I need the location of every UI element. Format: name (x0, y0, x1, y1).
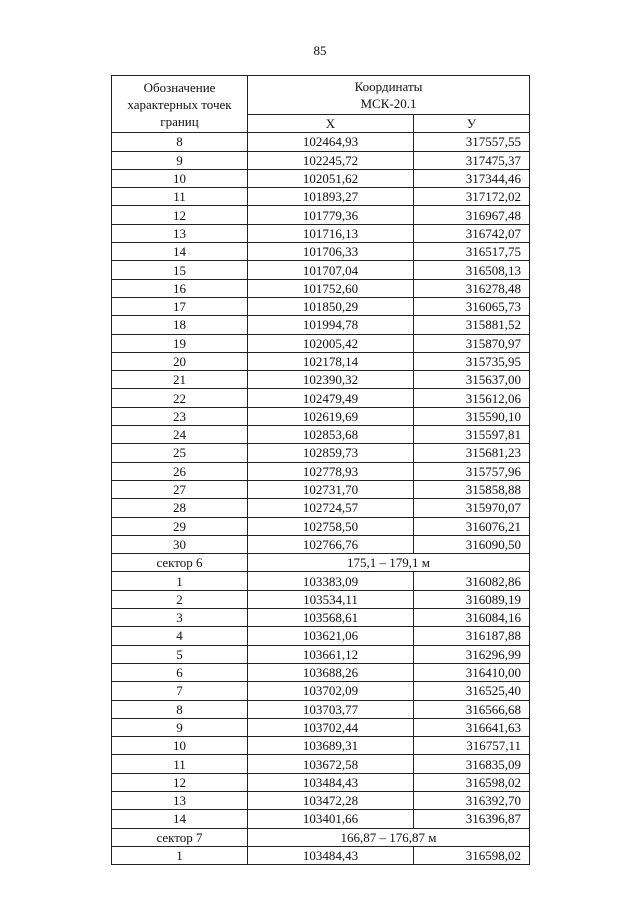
table-row (112, 737, 530, 755)
x-coordinate: 103383,09 (248, 572, 414, 590)
page-number: 85 (313, 43, 327, 58)
point-number: 10 (112, 737, 248, 755)
x-coordinate: 102778,93 (248, 462, 414, 480)
y-coordinate: 315881,52 (414, 316, 530, 334)
point-number: 8 (112, 133, 248, 151)
table-row (112, 846, 530, 864)
point-number: 27 (112, 480, 248, 498)
table-row (112, 682, 530, 700)
table-row (112, 572, 530, 590)
x-coordinate: 103688,26 (248, 663, 414, 681)
point-number: 23 (112, 407, 248, 425)
y-coordinate: 316967,48 (414, 206, 530, 224)
y-coordinate: 317172,02 (414, 188, 530, 206)
table-row (112, 224, 530, 242)
point-number: 28 (112, 499, 248, 517)
x-coordinate: 102859,73 (248, 444, 414, 462)
table-row (112, 590, 530, 608)
point-number: 26 (112, 462, 248, 480)
table-row (112, 279, 530, 297)
table-row (112, 791, 530, 809)
x-coordinate: 102390,32 (248, 371, 414, 389)
sector-height-range: 175,1 – 179,1 м (248, 554, 530, 572)
x-coordinate: 102619,69 (248, 407, 414, 425)
point-number: 2 (112, 590, 248, 608)
table-row (112, 609, 530, 627)
point-number: 25 (112, 444, 248, 462)
y-coordinate: 316392,70 (414, 791, 530, 809)
table-row (112, 462, 530, 480)
y-coordinate: 316076,21 (414, 517, 530, 535)
table-row (112, 243, 530, 261)
point-number: 9 (112, 151, 248, 169)
y-coordinate: 316065,73 (414, 297, 530, 315)
y-coordinate: 317475,37 (414, 151, 530, 169)
point-number: 5 (112, 645, 248, 663)
y-coordinate: 316641,63 (414, 718, 530, 736)
y-coordinate: 315612,06 (414, 389, 530, 407)
y-coordinate: 316566,68 (414, 700, 530, 718)
point-number: 14 (112, 810, 248, 828)
x-coordinate: 101706,33 (248, 243, 414, 261)
table-row (112, 480, 530, 498)
y-coordinate: 315858,88 (414, 480, 530, 498)
table-row (112, 444, 530, 462)
x-coordinate: 102758,50 (248, 517, 414, 535)
y-coordinate: 315681,23 (414, 444, 530, 462)
y-coordinate: 316089,19 (414, 590, 530, 608)
y-coordinate: 316090,50 (414, 535, 530, 553)
y-coordinate: 316396,87 (414, 810, 530, 828)
sector-label: сектор 7 (112, 828, 248, 846)
y-coordinate: 317344,46 (414, 169, 530, 187)
x-coordinate: 102245,72 (248, 151, 414, 169)
point-number: 7 (112, 682, 248, 700)
y-coordinate: 315970,07 (414, 499, 530, 517)
y-coordinate: 315590,10 (414, 407, 530, 425)
y-coordinate: 316598,02 (414, 846, 530, 864)
x-coordinate: 103621,06 (248, 627, 414, 645)
point-number: 14 (112, 243, 248, 261)
x-axis-header: Х (248, 115, 414, 133)
x-coordinate: 101716,13 (248, 224, 414, 242)
x-coordinate: 103703,77 (248, 700, 414, 718)
point-number: 3 (112, 609, 248, 627)
x-coordinate: 103689,31 (248, 737, 414, 755)
table-row (112, 206, 530, 224)
table-row (112, 517, 530, 535)
table-row (112, 371, 530, 389)
y-coordinate: 316835,09 (414, 755, 530, 773)
table-row (112, 261, 530, 279)
y-coordinate: 315597,81 (414, 426, 530, 444)
y-coordinate: 316742,07 (414, 224, 530, 242)
y-coordinate: 316084,16 (414, 609, 530, 627)
point-number: 21 (112, 371, 248, 389)
x-coordinate: 103702,44 (248, 718, 414, 736)
point-number: 22 (112, 389, 248, 407)
point-number: 6 (112, 663, 248, 681)
y-coordinate: 316082,86 (414, 572, 530, 590)
table-row (112, 645, 530, 663)
point-number: 9 (112, 718, 248, 736)
designation-header: Обозначение характерных точек границ (112, 76, 248, 133)
point-number: 11 (112, 755, 248, 773)
point-number: 1 (112, 846, 248, 864)
table-row (112, 133, 530, 151)
point-number: 15 (112, 261, 248, 279)
point-number: 4 (112, 627, 248, 645)
table-row (112, 169, 530, 187)
point-number: 29 (112, 517, 248, 535)
sector-row (112, 828, 530, 846)
table-row (112, 151, 530, 169)
x-coordinate: 103702,09 (248, 682, 414, 700)
table-row (112, 316, 530, 334)
y-coordinate: 315637,00 (414, 371, 530, 389)
sector-label: сектор 6 (112, 554, 248, 572)
x-coordinate: 103484,43 (248, 773, 414, 791)
table-row (112, 352, 530, 370)
point-number: 12 (112, 773, 248, 791)
y-coordinate: 316508,13 (414, 261, 530, 279)
x-coordinate: 101893,27 (248, 188, 414, 206)
table-row (112, 407, 530, 425)
table-row (112, 297, 530, 315)
x-coordinate: 103534,11 (248, 590, 414, 608)
table-row (112, 426, 530, 444)
table-row (112, 389, 530, 407)
x-coordinate: 102766,76 (248, 535, 414, 553)
y-coordinate: 316410,00 (414, 663, 530, 681)
x-coordinate: 102464,93 (248, 133, 414, 151)
x-coordinate: 103401,66 (248, 810, 414, 828)
x-coordinate: 103472,28 (248, 791, 414, 809)
point-number: 18 (112, 316, 248, 334)
x-coordinate: 102178,14 (248, 352, 414, 370)
x-coordinate: 103568,61 (248, 609, 414, 627)
y-coordinate: 316296,99 (414, 645, 530, 663)
point-number: 17 (112, 297, 248, 315)
table-row (112, 700, 530, 718)
x-coordinate: 103484,43 (248, 846, 414, 864)
sector-height-range: 166,87 – 176,87 м (248, 828, 530, 846)
x-coordinate: 101707,04 (248, 261, 414, 279)
x-coordinate: 102853,68 (248, 426, 414, 444)
sector-row (112, 554, 530, 572)
y-coordinate: 316187,88 (414, 627, 530, 645)
point-number: 20 (112, 352, 248, 370)
table-row (112, 499, 530, 517)
point-number: 11 (112, 188, 248, 206)
y-coordinate: 315735,95 (414, 352, 530, 370)
coordinates-label: Координаты (354, 79, 423, 94)
y-axis-header: У (414, 115, 530, 133)
table-row (112, 773, 530, 791)
table-row (112, 718, 530, 736)
x-coordinate: 103661,12 (248, 645, 414, 663)
coordinate-system-label: МСК-20.1 (360, 96, 417, 111)
x-coordinate: 101850,29 (248, 297, 414, 315)
point-number: 12 (112, 206, 248, 224)
coordinates-table (111, 75, 530, 865)
x-coordinate: 102724,57 (248, 499, 414, 517)
point-number: 8 (112, 700, 248, 718)
y-coordinate: 317557,55 (414, 133, 530, 151)
table-row (112, 627, 530, 645)
table-row (112, 755, 530, 773)
x-coordinate: 102051,62 (248, 169, 414, 187)
point-number: 13 (112, 224, 248, 242)
table-row (112, 810, 530, 828)
table-header-row (112, 76, 530, 115)
x-coordinate: 102479,49 (248, 389, 414, 407)
point-number: 19 (112, 334, 248, 352)
point-number: 1 (112, 572, 248, 590)
y-coordinate: 316598,02 (414, 773, 530, 791)
y-coordinate: 315757,96 (414, 462, 530, 480)
y-coordinate: 316278,48 (414, 279, 530, 297)
coordinates-header (248, 76, 530, 115)
x-coordinate: 103672,58 (248, 755, 414, 773)
x-coordinate: 102731,70 (248, 480, 414, 498)
table-row (112, 188, 530, 206)
point-number: 13 (112, 791, 248, 809)
table-row (112, 334, 530, 352)
point-number: 24 (112, 426, 248, 444)
x-coordinate: 101779,36 (248, 206, 414, 224)
table-row (112, 535, 530, 553)
point-number: 10 (112, 169, 248, 187)
x-coordinate: 101994,78 (248, 316, 414, 334)
table-row (112, 663, 530, 681)
x-coordinate: 101752,60 (248, 279, 414, 297)
point-number: 16 (112, 279, 248, 297)
x-coordinate: 102005,42 (248, 334, 414, 352)
point-number: 30 (112, 535, 248, 553)
y-coordinate: 316525,40 (414, 682, 530, 700)
y-coordinate: 316517,75 (414, 243, 530, 261)
y-coordinate: 316757,11 (414, 737, 530, 755)
y-coordinate: 315870,97 (414, 334, 530, 352)
